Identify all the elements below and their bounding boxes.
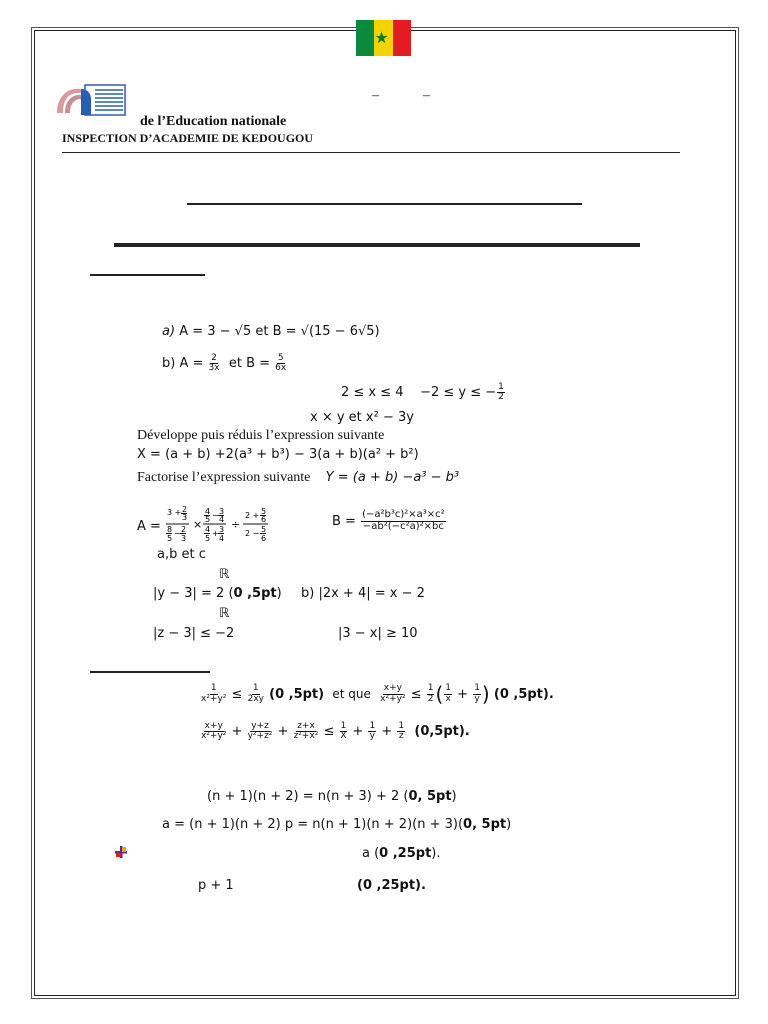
ex1-factor-line: Factorise l’expression suivante Y = (a + b) −a³ − b³ (137, 470, 460, 485)
svg-text:3: 3 (182, 513, 188, 522)
ex1-inequality-1: |z − 3| ≤ −2 (153, 626, 235, 641)
ex1-R-symbol-1: ℝ (219, 567, 230, 582)
exercise2-heading-rule (90, 671, 210, 673)
senegal-flag-icon: ★ (356, 20, 411, 56)
ex2-line-1: $\frac{1}{\text{x²+y²}}$ ≤ $\frac{1}{2xy}$ (0 ,5pt) et que $\frac{x+y}{\text{x²+y²}}$ ≤ $\frac{1}{2}$ ( $\frac{1}{x}$ + $\frac{1}{y}$ ) (0 ,5pt). (201, 682, 554, 706)
header-rule (62, 152, 680, 153)
svg-text:2 −: 2 − (245, 529, 260, 538)
header-dash-2: – (423, 88, 430, 103)
svg-text:5: 5 (167, 534, 173, 543)
ex3-definitions: a = (n + 1)(n + 2) p = n(n + 1)(n + 2)(n + 3)(0, 5pt) (162, 817, 512, 832)
svg-text:4: 4 (205, 525, 211, 534)
ex1-X-expression: X = (a + b) +2(a³ + b³) − 3(a + b)(a² + b²) (137, 447, 419, 462)
svg-text:3 +: 3 + (167, 508, 182, 517)
svg-text:−: − (174, 529, 181, 538)
ex1-abc: a,b et c (157, 547, 206, 562)
svg-text:3: 3 (181, 534, 187, 543)
svg-text:+: + (212, 529, 219, 538)
ex1-xy-line: x × y et x² − 3y (310, 410, 414, 425)
ex1-develop-instruction: Développe puis réduis l’expression suivante (137, 428, 385, 443)
ex1-ranges: 2 ≤ x ≤ 4 −2 ≤ y ≤ − $\frac{1}{2}$ (341, 382, 504, 403)
bullet-icon (114, 845, 128, 859)
svg-text:6: 6 (261, 515, 267, 524)
ex3-item-p-points: (0 ,25pt). (357, 878, 426, 893)
svg-text:2: 2 (181, 525, 187, 534)
header-dash-1: – (372, 88, 379, 103)
exercise1-heading-rule (90, 274, 205, 276)
ministry-logo-icon (55, 83, 127, 117)
ex3-identity: (n + 1)(n + 2) = n(n + 3) + 2 (0, 5pt) (207, 789, 457, 804)
ex1-part-a: a) A = 3 − √5 et B = √(15 − 6√5) (162, 324, 380, 339)
svg-text:5: 5 (261, 525, 267, 534)
svg-text:4: 4 (205, 507, 211, 516)
svg-text:4: 4 (219, 515, 225, 524)
ex1-inequality-2: |3 − x| ≥ 10 (338, 626, 418, 641)
ex1-A-fraction: A = 3 + 2 3 8 5 − 2 3 × 4 5 − 3 4 4 5 + 3 4 ÷ 2 + 5 6 2 − 5 6 (137, 506, 310, 546)
svg-text:5: 5 (261, 507, 267, 516)
svg-text:5: 5 (205, 534, 211, 543)
svg-text:2 +: 2 + (245, 511, 260, 520)
title-rule (187, 203, 582, 205)
svg-text:×: × (193, 518, 203, 531)
ex1-part-b: b) A = $\frac{2}{3x}$ et B = $\frac{5}{6x}$ (162, 353, 287, 374)
inspection-name: INSPECTION D’ACADEMIE DE KEDOUGOU (62, 131, 314, 145)
ex1-equation-1: |y − 3| = 2 (0 ,5pt) (153, 586, 282, 601)
svg-text:3: 3 (219, 525, 225, 534)
svg-text:6: 6 (261, 534, 267, 543)
ex1-R-symbol-2: ℝ (219, 606, 230, 621)
ex1-B-fraction: B = $\frac{\text{(−a²b³c)²×a³×c²}}{\text{−ab²(−c²a)²×bc}}$ (332, 509, 445, 532)
svg-text:4: 4 (219, 534, 225, 543)
svg-text:3: 3 (219, 507, 225, 516)
svg-text:8: 8 (167, 525, 173, 534)
svg-text:2: 2 (182, 506, 188, 514)
ex1-equation-2: b) |2x + 4| = x − 2 (301, 586, 425, 601)
svg-text:5: 5 (205, 515, 211, 524)
ex1-A-fraction-figure (165, 506, 310, 546)
ex3-item-a: a (0 ,25pt). (362, 846, 441, 861)
ministry-name: de l’Education nationale (140, 114, 287, 129)
subtitle-rule (114, 243, 640, 247)
svg-text:−: − (212, 511, 219, 520)
ex2-line-2: $\frac{x+y}{\text{x²+y²}}$ + $\frac{y+z}{\text{y²+z²}}$ + $\frac{z+x}{\text{z²+x²}}$ ≤ $\frac{1}{X}$ + $\frac{1}{y}$ + $\frac{1}{z}$ (0,5pt). (201, 721, 470, 742)
ex3-item-p: p + 1 (198, 878, 234, 893)
svg-text:÷: ÷ (231, 518, 241, 531)
